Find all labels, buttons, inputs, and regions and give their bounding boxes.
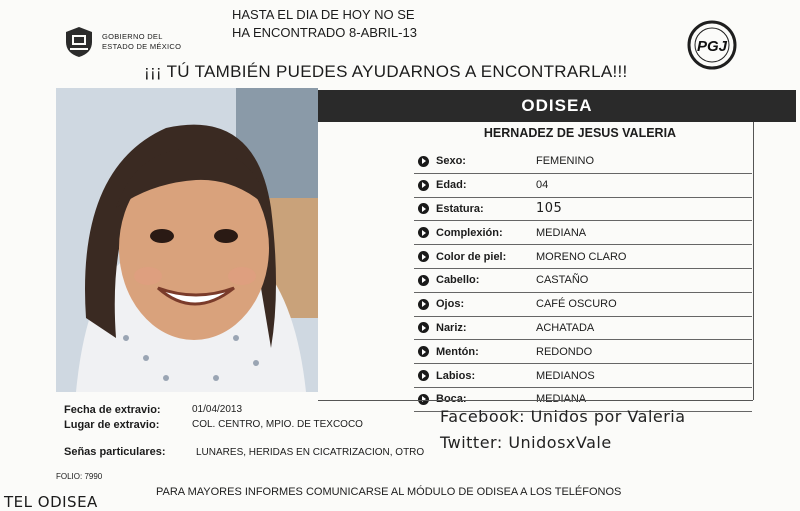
footer-info: PARA MAYORES INFORMES COMUNICARSE AL MÓDULO DE ODISEA A LOS TELÉFONOS (156, 486, 622, 498)
play-bullet-icon (418, 346, 429, 357)
trait-label: Sexo: (436, 155, 466, 168)
slogan: ¡¡¡ TÚ TAMBIÉN PUEDES AYUDARNOS A ENCONTRARLA!!! (144, 62, 628, 81)
loss-date-label: Fecha de extravio: (64, 403, 161, 416)
trait-value: 04 (536, 179, 549, 192)
trait-value-handwritten: 105 (536, 201, 563, 217)
trait-row-nariz (414, 317, 752, 341)
trait-label: Ojos: (436, 298, 465, 311)
traits-table (414, 150, 752, 412)
loss-place-value: COL. CENTRO, MPIO. DE TEXCOCO (192, 419, 363, 430)
trait-row-cabello (414, 269, 752, 293)
trait-value: CASTAÑO (536, 274, 589, 287)
features-label: Señas particulares: (64, 446, 166, 458)
play-bullet-icon (418, 156, 429, 167)
trait-row-color-piel (414, 245, 752, 269)
trait-label: Edad: (436, 179, 467, 192)
loss-details (64, 402, 363, 432)
trait-label: Estatura: (436, 202, 484, 215)
trait-label: Nariz: (436, 321, 467, 334)
trait-label: Boca: (436, 393, 467, 406)
trait-value: ACHATADA (536, 321, 595, 334)
play-bullet-icon (418, 322, 429, 333)
particular-features (64, 446, 424, 458)
trait-label: Color de piel: (436, 250, 507, 263)
trait-row-estatura (414, 198, 752, 222)
trait-label: Cabello: (436, 274, 480, 287)
government-line-1: GOBIERNO DEL (102, 32, 163, 41)
twitter-note: Twitter: UnidosxVale (440, 433, 612, 452)
play-bullet-icon (418, 227, 429, 238)
trait-row-edad (414, 174, 752, 198)
trait-row-ojos (414, 293, 752, 317)
trait-row-labios (414, 364, 752, 388)
missing-child-photo (56, 88, 318, 392)
loss-place-label: Lugar de extravio: (64, 418, 160, 431)
trait-label: Complexión: (436, 226, 503, 239)
trait-label: Labios: (436, 369, 476, 382)
play-bullet-icon (418, 370, 429, 381)
notice-line-1: HASTA EL DIA DE HOY NO SE (232, 7, 415, 22)
handwritten-contacts (440, 404, 686, 456)
play-bullet-icon (418, 180, 429, 191)
government-line-2: ESTADO DE MÉXICO (102, 42, 182, 51)
folio-number: FOLIO: 7990 (56, 472, 103, 481)
play-bullet-icon (418, 203, 429, 214)
trait-value: FEMENINO (536, 155, 595, 168)
play-bullet-icon (418, 251, 429, 262)
loss-date-value: 01/04/2013 (192, 404, 243, 415)
tel-note: TEL ODISEA (4, 493, 98, 511)
trait-value: MEDIANOS (536, 369, 595, 382)
play-bullet-icon (418, 275, 429, 286)
odisea-banner: ODISEA (318, 90, 796, 122)
trait-label: Mentón: (436, 345, 479, 358)
trait-value: CAFÉ OSCURO (536, 298, 617, 311)
notice-line-2: HA ENCONTRADO 8-ABRIL-13 (232, 25, 417, 40)
play-bullet-icon (418, 299, 429, 310)
trait-value: REDONDO (536, 345, 593, 358)
divider (318, 400, 753, 401)
government-shield-icon (64, 26, 94, 58)
trait-value: MEDIANA (536, 393, 587, 406)
pgj-seal-icon (684, 20, 740, 70)
trait-row-complexion (414, 221, 752, 245)
trait-row-menton (414, 340, 752, 364)
pgj-seal-text: PGJ (696, 38, 728, 55)
features-value: LUNARES, HERIDAS EN CICATRIZACION, OTRO (196, 446, 425, 458)
trait-row-sexo (414, 150, 752, 174)
facebook-note: Facebook: Unidos por Valeria (440, 407, 686, 426)
person-name: HERNADEZ DE JESUS VALERIA (483, 126, 677, 140)
trait-value: MEDIANA (536, 226, 587, 239)
missing-notice (232, 6, 492, 42)
trait-value: MORENO CLARO (536, 250, 627, 263)
government-logo (64, 26, 181, 58)
